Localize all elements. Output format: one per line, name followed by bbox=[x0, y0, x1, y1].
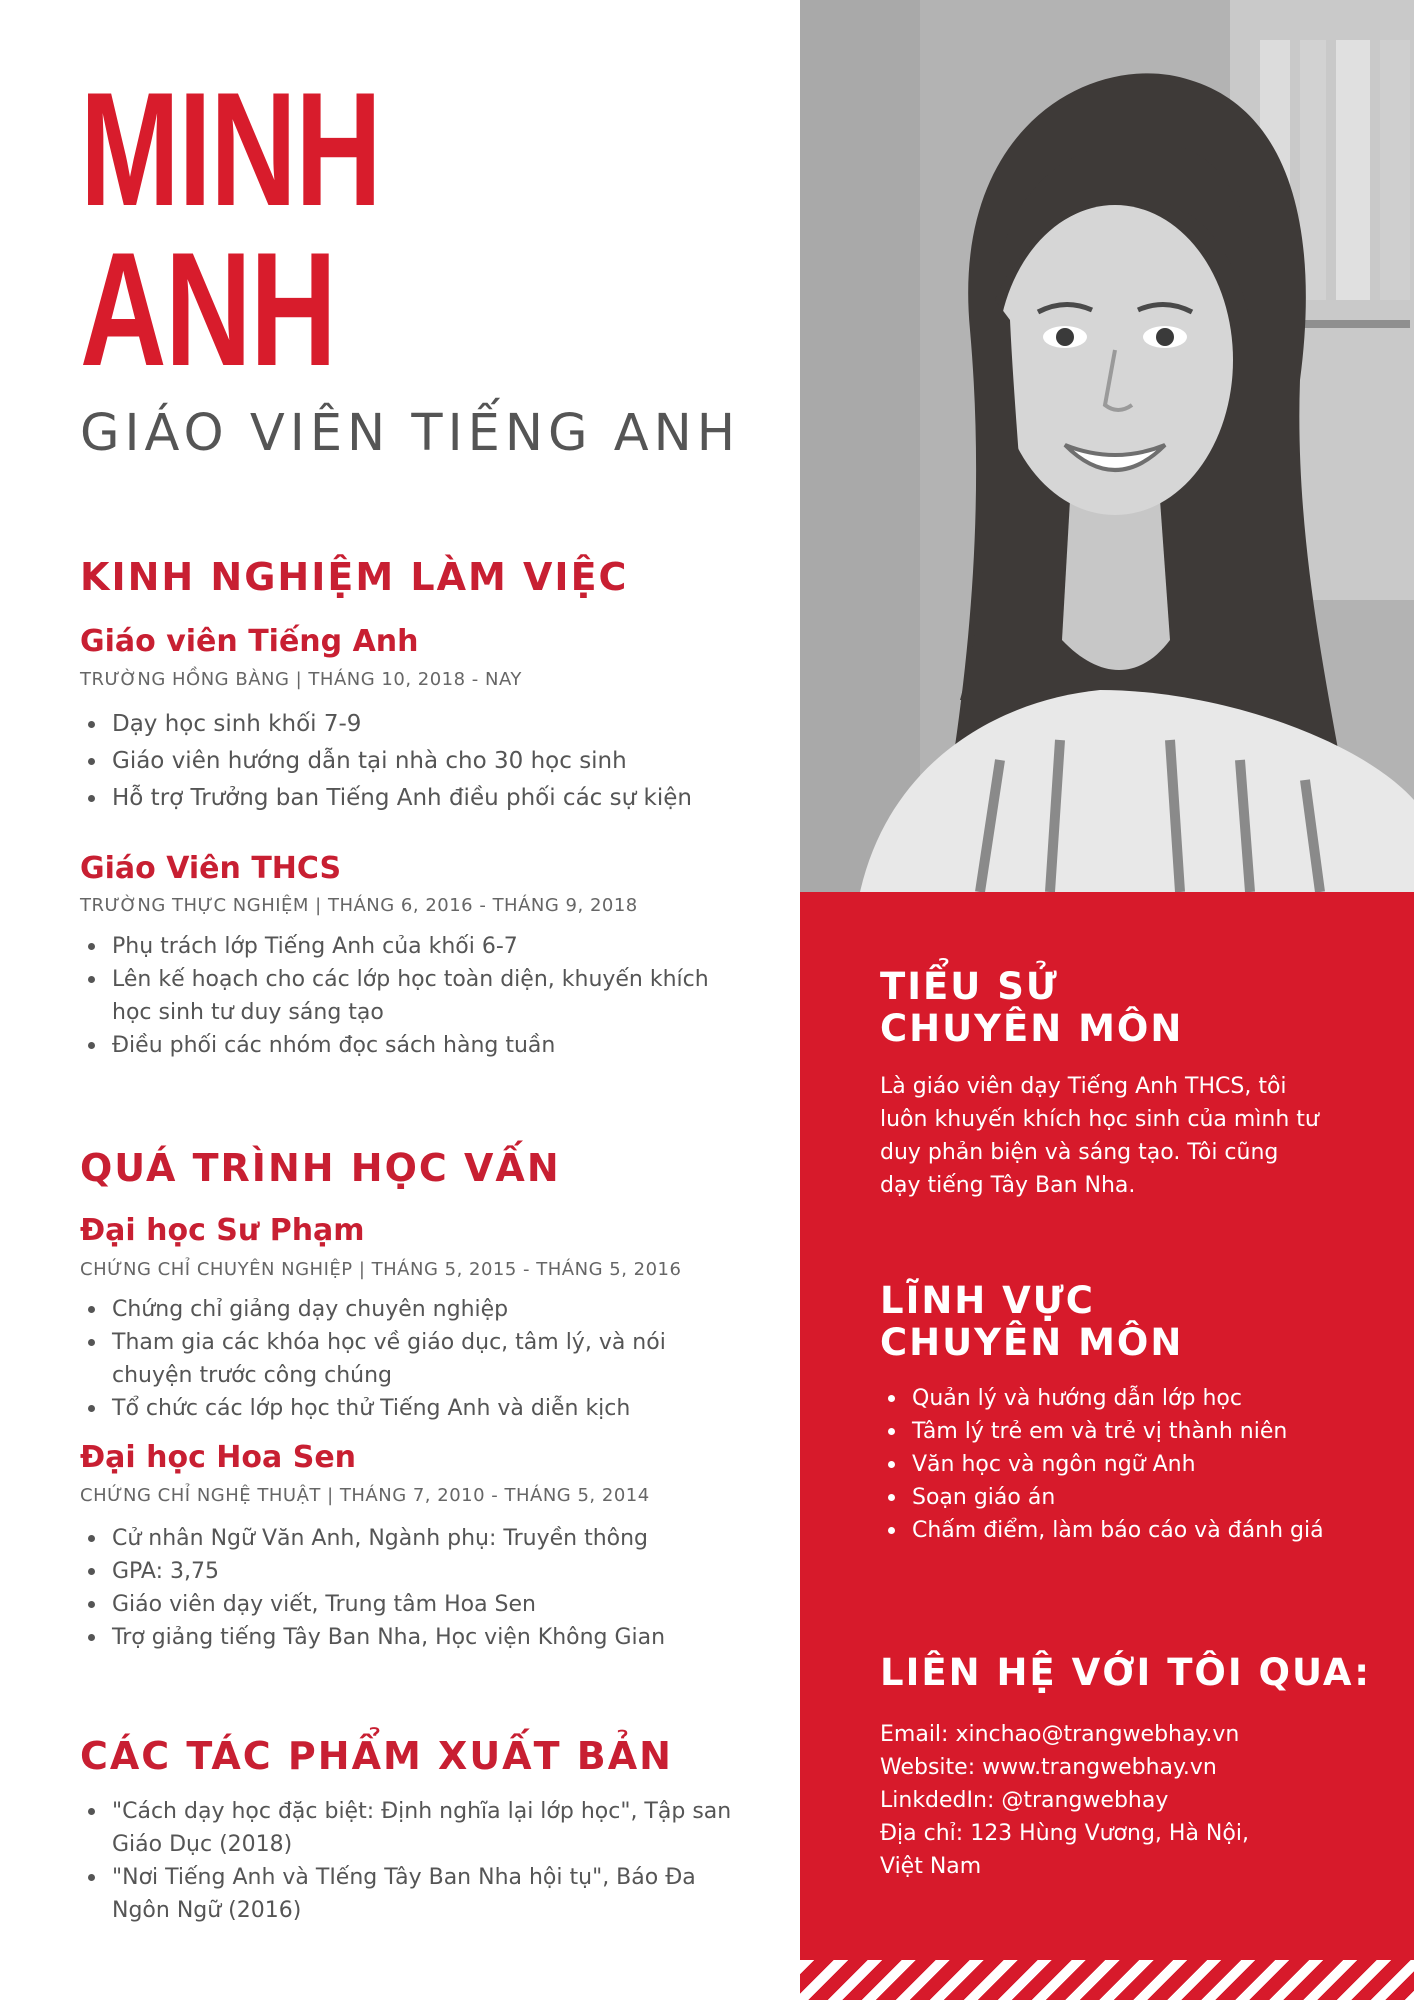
contact-address-line-2: Việt Nam bbox=[880, 1854, 982, 1879]
expertise-heading bbox=[880, 1280, 1183, 1364]
list-item: Trợ giảng tiếng Tây Ban Nha, Học viện Không Gian bbox=[112, 1621, 732, 1654]
school-2-title: Đại học Hoa Sen bbox=[80, 1440, 357, 1475]
list-item: Điều phối các nhóm đọc sách hàng tuần bbox=[112, 1029, 732, 1062]
list-item: Dạy học sinh khối 7-9 bbox=[112, 706, 792, 743]
bio-heading-line-1: TIỂU SỬ bbox=[880, 965, 1059, 1008]
job-title: GIÁO VIÊN TIẾNG ANH bbox=[80, 404, 741, 463]
job-1-meta: TRƯỜNG HỒNG BÀNG | THÁNG 10, 2018 - NAY bbox=[80, 669, 522, 690]
list-item: GPA: 3,75 bbox=[112, 1555, 732, 1588]
school-1-title: Đại học Sư Phạm bbox=[80, 1213, 365, 1248]
expertise-list bbox=[880, 1382, 1414, 1547]
bio-text: Là giáo viên dạy Tiếng Anh THCS, tôi luôn khuyến khích học sinh của mình tư duy phản biện và sáng tạo. Tôi cũng dạy tiếng Tây Ban Nha. bbox=[880, 1074, 1319, 1198]
list-item: Cử nhân Ngữ Văn Anh, Ngành phụ: Truyền thông bbox=[112, 1522, 732, 1555]
list-item: Lên kế hoạch cho các lớp học toàn diện, khuyến khích học sinh tư duy sáng tạo bbox=[112, 963, 732, 1029]
list-item: Phụ trách lớp Tiếng Anh của khối 6-7 bbox=[112, 930, 732, 963]
job-2-meta: TRƯỜNG THỰC NGHIỆM | THÁNG 6, 2016 - THÁNG 9, 2018 bbox=[80, 895, 638, 916]
sidebar-panel bbox=[800, 892, 1414, 2000]
expertise-heading-line-1: LĨNH VỰC bbox=[880, 1279, 1095, 1322]
job-1-bullets bbox=[80, 706, 792, 817]
school-2-bullets bbox=[80, 1522, 732, 1654]
portrait-photo bbox=[800, 0, 1414, 892]
name-line-2: ANH bbox=[80, 219, 336, 400]
candidate-name bbox=[80, 59, 381, 400]
decorative-stripes bbox=[800, 1960, 1414, 2000]
expertise-heading-line-2: CHUYÊN MÔN bbox=[880, 1321, 1184, 1364]
experience-heading: KINH NGHIỆM LÀM VIỆC bbox=[80, 555, 629, 599]
contact-heading: LIÊN HỆ VỚI TÔI QUA: bbox=[880, 1651, 1372, 1694]
contact-linkedin[interactable]: LinkdedIn: @trangwebhay bbox=[880, 1788, 1169, 1813]
job-2-bullets bbox=[80, 930, 732, 1062]
school-2-meta: CHỨNG CHỈ NGHỆ THUẬT | THÁNG 7, 2010 - THÁNG 5, 2014 bbox=[80, 1485, 650, 1506]
list-item: Chứng chỉ giảng dạy chuyên nghiệp bbox=[112, 1293, 732, 1326]
school-1-meta: CHỨNG CHỈ CHUYÊN NGHIỆP | THÁNG 5, 2015 - THÁNG 5, 2016 bbox=[80, 1259, 682, 1280]
school-1-bullets bbox=[80, 1293, 732, 1425]
list-item: Chấm điểm, làm báo cáo và đánh giá bbox=[912, 1514, 1414, 1547]
list-item: Quản lý và hướng dẫn lớp học bbox=[912, 1382, 1414, 1415]
job-1-title: Giáo viên Tiếng Anh bbox=[80, 624, 419, 659]
job-2-title: Giáo Viên THCS bbox=[80, 851, 342, 886]
list-item: Văn học và ngôn ngữ Anh bbox=[912, 1448, 1414, 1481]
bio-heading bbox=[880, 966, 1183, 1050]
list-item: Tâm lý trẻ em và trẻ vị thành niên bbox=[912, 1415, 1414, 1448]
list-item: Soạn giáo án bbox=[912, 1481, 1414, 1514]
list-item: Giáo viên hướng dẫn tại nhà cho 30 học sinh bbox=[112, 743, 792, 780]
publications-list bbox=[80, 1795, 752, 1927]
list-item: Tổ chức các lớp học thử Tiếng Anh và diễn kịch bbox=[112, 1392, 732, 1425]
contact-address-line-1: Địa chỉ: 123 Hùng Vương, Hà Nội, bbox=[880, 1821, 1249, 1846]
list-item: Giáo viên dạy viết, Trung tâm Hoa Sen bbox=[112, 1588, 732, 1621]
list-item: Tham gia các khóa học về giáo dục, tâm lý, và nói chuyện trước công chúng bbox=[112, 1326, 732, 1392]
publications-heading: CÁC TÁC PHẨM XUẤT BẢN bbox=[80, 1734, 673, 1778]
bio-heading-line-2: CHUYÊN MÔN bbox=[880, 1007, 1184, 1050]
contact-email[interactable]: Email: xinchao@trangwebhay.vn bbox=[880, 1722, 1240, 1747]
list-item: Hỗ trợ Trưởng ban Tiếng Anh điều phối các sự kiện bbox=[112, 780, 792, 817]
name-line-1: MINH bbox=[80, 59, 381, 240]
list-item: "Nơi Tiếng Anh và TIếng Tây Ban Nha hội tụ", Báo Đa Ngôn Ngữ (2016) bbox=[112, 1861, 752, 1927]
education-heading: QUÁ TRÌNH HỌC VẤN bbox=[80, 1146, 561, 1190]
portrait-illustration bbox=[800, 0, 1414, 892]
contact-website[interactable]: Website: www.trangwebhay.vn bbox=[880, 1755, 1217, 1780]
contact-block bbox=[880, 1718, 1380, 1883]
list-item: "Cách dạy học đặc biệt: Định nghĩa lại lớp học", Tập san Giáo Dục (2018) bbox=[112, 1795, 752, 1861]
